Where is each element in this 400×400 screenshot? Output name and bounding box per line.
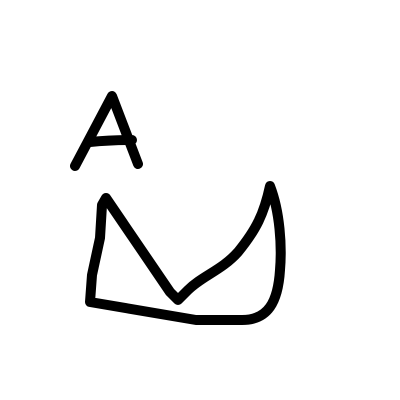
label-a-crossbar [90,140,132,142]
label-a [75,96,138,166]
sketch-shape-outline [90,186,281,320]
label-a-left-stroke [75,96,138,166]
